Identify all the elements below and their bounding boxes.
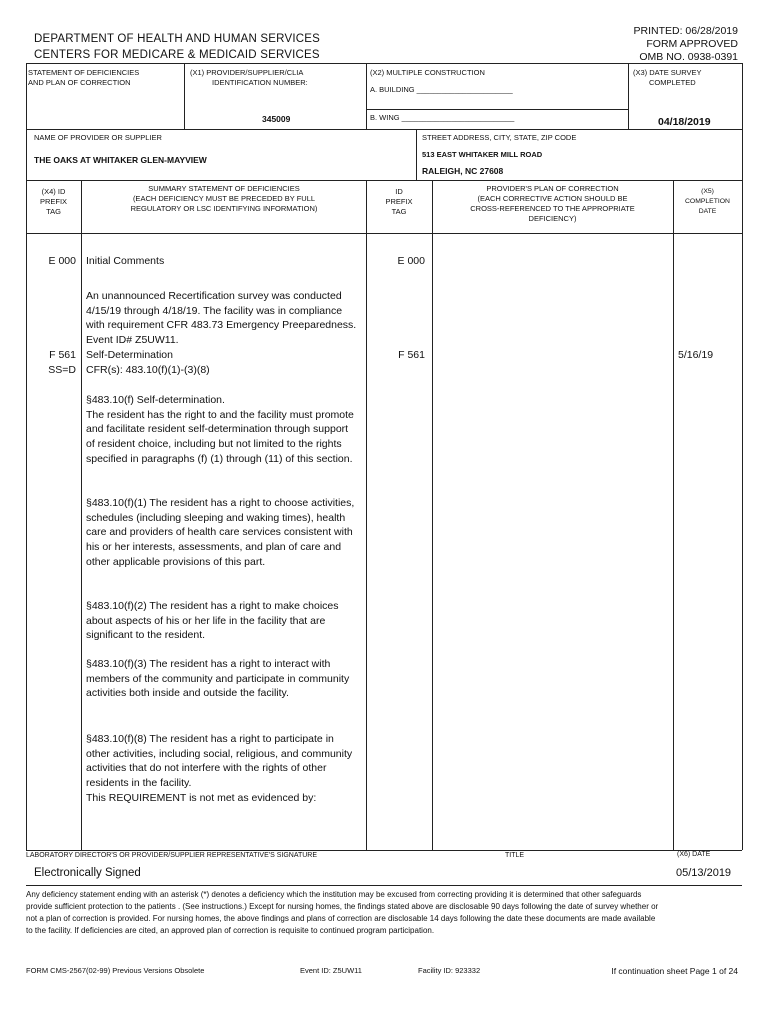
divider-id: [432, 180, 433, 850]
provider-name-label: NAME OF PROVIDER OR SUPPLIER: [34, 133, 162, 142]
statement-label-1: STATEMENT OF DEFICIENCIES: [28, 68, 140, 77]
divider-prefix: [81, 180, 82, 850]
rule-bottom-body: [26, 850, 742, 851]
agency-title: CENTERS FOR MEDICARE & MEDICAID SERVICES: [34, 49, 320, 61]
para-483-10f2: §483.10(f)(2) The resident has a right to make choices about aspects of his or her life in the facility that are significant to the resident.: [86, 600, 339, 642]
para-483-10f3: §483.10(f)(3) The resident has a right to interact with members of the community and participate in community activities both inside and outside the facility.: [86, 658, 350, 700]
frame-left: [26, 63, 27, 850]
form-approved: FORM APPROVED: [646, 38, 738, 50]
col-id-line3: TAG: [391, 207, 407, 216]
divider-x2: [366, 63, 367, 130]
col-id-line2: PREFIX: [385, 197, 413, 206]
para-483-10f1: §483.10(f)(1) The resident has a right to choose activities, schedules (including sleeping and waking times), health care and providers of health care services consistent with his or her interests, assessments, and plan of care and other applicable provisions of this part.: [86, 497, 355, 568]
rule-after-ids: [26, 129, 742, 130]
divider-plan: [673, 180, 674, 850]
signature-date-label: (X6) DATE: [677, 851, 711, 858]
x2-label: (X2) MULTIPLE CONSTRUCTION: [370, 68, 485, 77]
printed-date: PRINTED: 06/28/2019: [633, 25, 738, 37]
col-plan-line4: DEFICIENCY): [528, 214, 577, 223]
wing-label: B. WING ___________________________: [370, 113, 515, 122]
facility-id: Facility ID: 923332: [418, 966, 481, 975]
title-label: TITLE: [505, 852, 525, 859]
divider-x1: [184, 63, 185, 130]
col-x5-head: [673, 187, 742, 217]
x1-label: (X1) PROVIDER/SUPPLIER/CLIA: [190, 68, 304, 77]
scope-severity-tag: SS=D: [48, 364, 76, 376]
x3-label-2: COMPLETED: [649, 78, 696, 87]
address-street: 513 EAST WHITAKER MILL ROAD: [422, 150, 543, 159]
x3-label: (X3) DATE SURVEY: [633, 68, 702, 77]
col-id-head: [366, 187, 432, 217]
rule-top: [26, 63, 742, 64]
col-summary-line2: (EACH DEFICIENCY MUST BE PRECEDED BY FULL: [132, 194, 316, 203]
col-plan-head: [432, 184, 673, 224]
id-tag-f561: F 561: [398, 349, 425, 361]
prefix-tag-e000: E 000: [48, 255, 76, 267]
page-indicator: If continuation sheet Page 1 of 24: [611, 966, 738, 976]
frame-right: [742, 63, 743, 850]
survey-completed-date: 04/18/2019: [658, 116, 711, 128]
col-x4-head: [26, 187, 81, 217]
divider-summary: [366, 180, 367, 850]
col-summary-line1: SUMMARY STATEMENT OF DEFICIENCIES: [148, 184, 300, 193]
rule-after-provider: [26, 180, 742, 181]
divider-address: [416, 129, 417, 181]
completion-date: 5/16/19: [678, 349, 714, 361]
col-plan-line2: (EACH CORRECTIVE ACTION SHOULD BE: [477, 194, 628, 203]
col-x4-line2: PREFIX: [39, 197, 68, 206]
prefix-tag-f561: F 561: [49, 349, 76, 361]
statement-label-2: AND PLAN OF CORRECTION: [28, 78, 131, 87]
col-plan-line1: PROVIDER'S PLAN OF CORRECTION: [486, 184, 619, 193]
col-x4-line1: (X4) ID: [41, 187, 66, 196]
divider-x3: [628, 63, 629, 130]
building-label: A. BUILDING _______________________: [370, 85, 513, 94]
para-483-10f8: §483.10(f)(8) The resident has a right to participate in other activities, including social, religious, and community activities that do not interfere with the rights of other residents in the facility. This REQUIREMENT is not met as evidenced by:: [86, 733, 353, 804]
col-summary-line3: REGULATORY OR LSC IDENTIFYING INFORMATION): [130, 204, 318, 213]
signature-date: 05/13/2019: [676, 867, 732, 879]
col-x5-line2: COMPLETION: [685, 198, 730, 205]
col-x5-line1: (X5): [701, 188, 714, 195]
department-title: DEPARTMENT OF HEALTH AND HUMAN SERVICES: [34, 33, 320, 45]
f561-cfr: CFR(s): 483.10(f)(1)-(3)(8): [86, 364, 210, 376]
signature-label: LABORATORY DIRECTOR'S OR PROVIDER/SUPPLIER REPRESENTATIVE'S SIGNATURE: [26, 852, 318, 859]
f561-title: Self-Determination: [86, 349, 173, 361]
omb-number: OMB NO. 0938-0391: [639, 51, 738, 63]
id-tag-e000: E 000: [397, 255, 425, 267]
col-plan-line3: CROSS-REFERENCED TO THE APPROPRIATE: [470, 204, 635, 213]
rule-after-signature: [26, 885, 742, 886]
para-483-10f: §483.10(f) Self-determination. The resident has the right to and the facility must promote and facilitate resident self-determination through support of resident choice, including but not limited to the rights specified in paragraphs (f) (1) through (11) of this section.: [86, 394, 354, 465]
address-label: STREET ADDRESS, CITY, STATE, ZIP CODE: [422, 133, 577, 142]
rule-building-wing: [366, 109, 628, 110]
provider-name: THE OAKS AT WHITAKER GLEN-MAYVIEW: [34, 155, 207, 165]
signature-value: Electronically Signed: [34, 867, 141, 879]
survey-summary-paragraph: An unannounced Recertification survey was conducted 4/15/19 through 4/18/19. The facility was in compliance with requirement CFR 483.73 Emergency Preeparedness. Event ID# Z5UW11.: [86, 290, 357, 347]
x1-label-2: IDENTIFICATION NUMBER:: [212, 78, 308, 87]
initial-comments-heading: Initial Comments: [86, 255, 165, 267]
col-id-line1: ID: [395, 187, 403, 196]
col-x5-line3: DATE: [698, 208, 717, 215]
provider-id-number: 345009: [262, 114, 291, 124]
event-id: Event ID: Z5UW11: [300, 966, 362, 975]
col-summary-head: [82, 184, 366, 214]
disclaimer-text: Any deficiency statement ending with an asterisk (*) denotes a deficiency which the institution may be excused from correcting providing it is determined that other safeguards provide sufficient protection to the patients . (See instructions.) Except for nursing homes, the findings stated above are disclosable 90 days following the date of survey whether or not a plan of correction is provided. For nursing homes, the above findings and plans of correction are disclosable 14 days following the date these documents are made available to the facility. If deficiencies are cited, an approved plan of correction is requisite to continued program participation.: [26, 890, 659, 935]
form-number: FORM CMS-2567(02-99) Previous Versions Obsolete: [26, 966, 205, 975]
address-city: RALEIGH, NC 27608: [422, 166, 504, 176]
col-x4-line3: TAG: [46, 207, 61, 216]
rule-after-colheads: [26, 233, 742, 234]
